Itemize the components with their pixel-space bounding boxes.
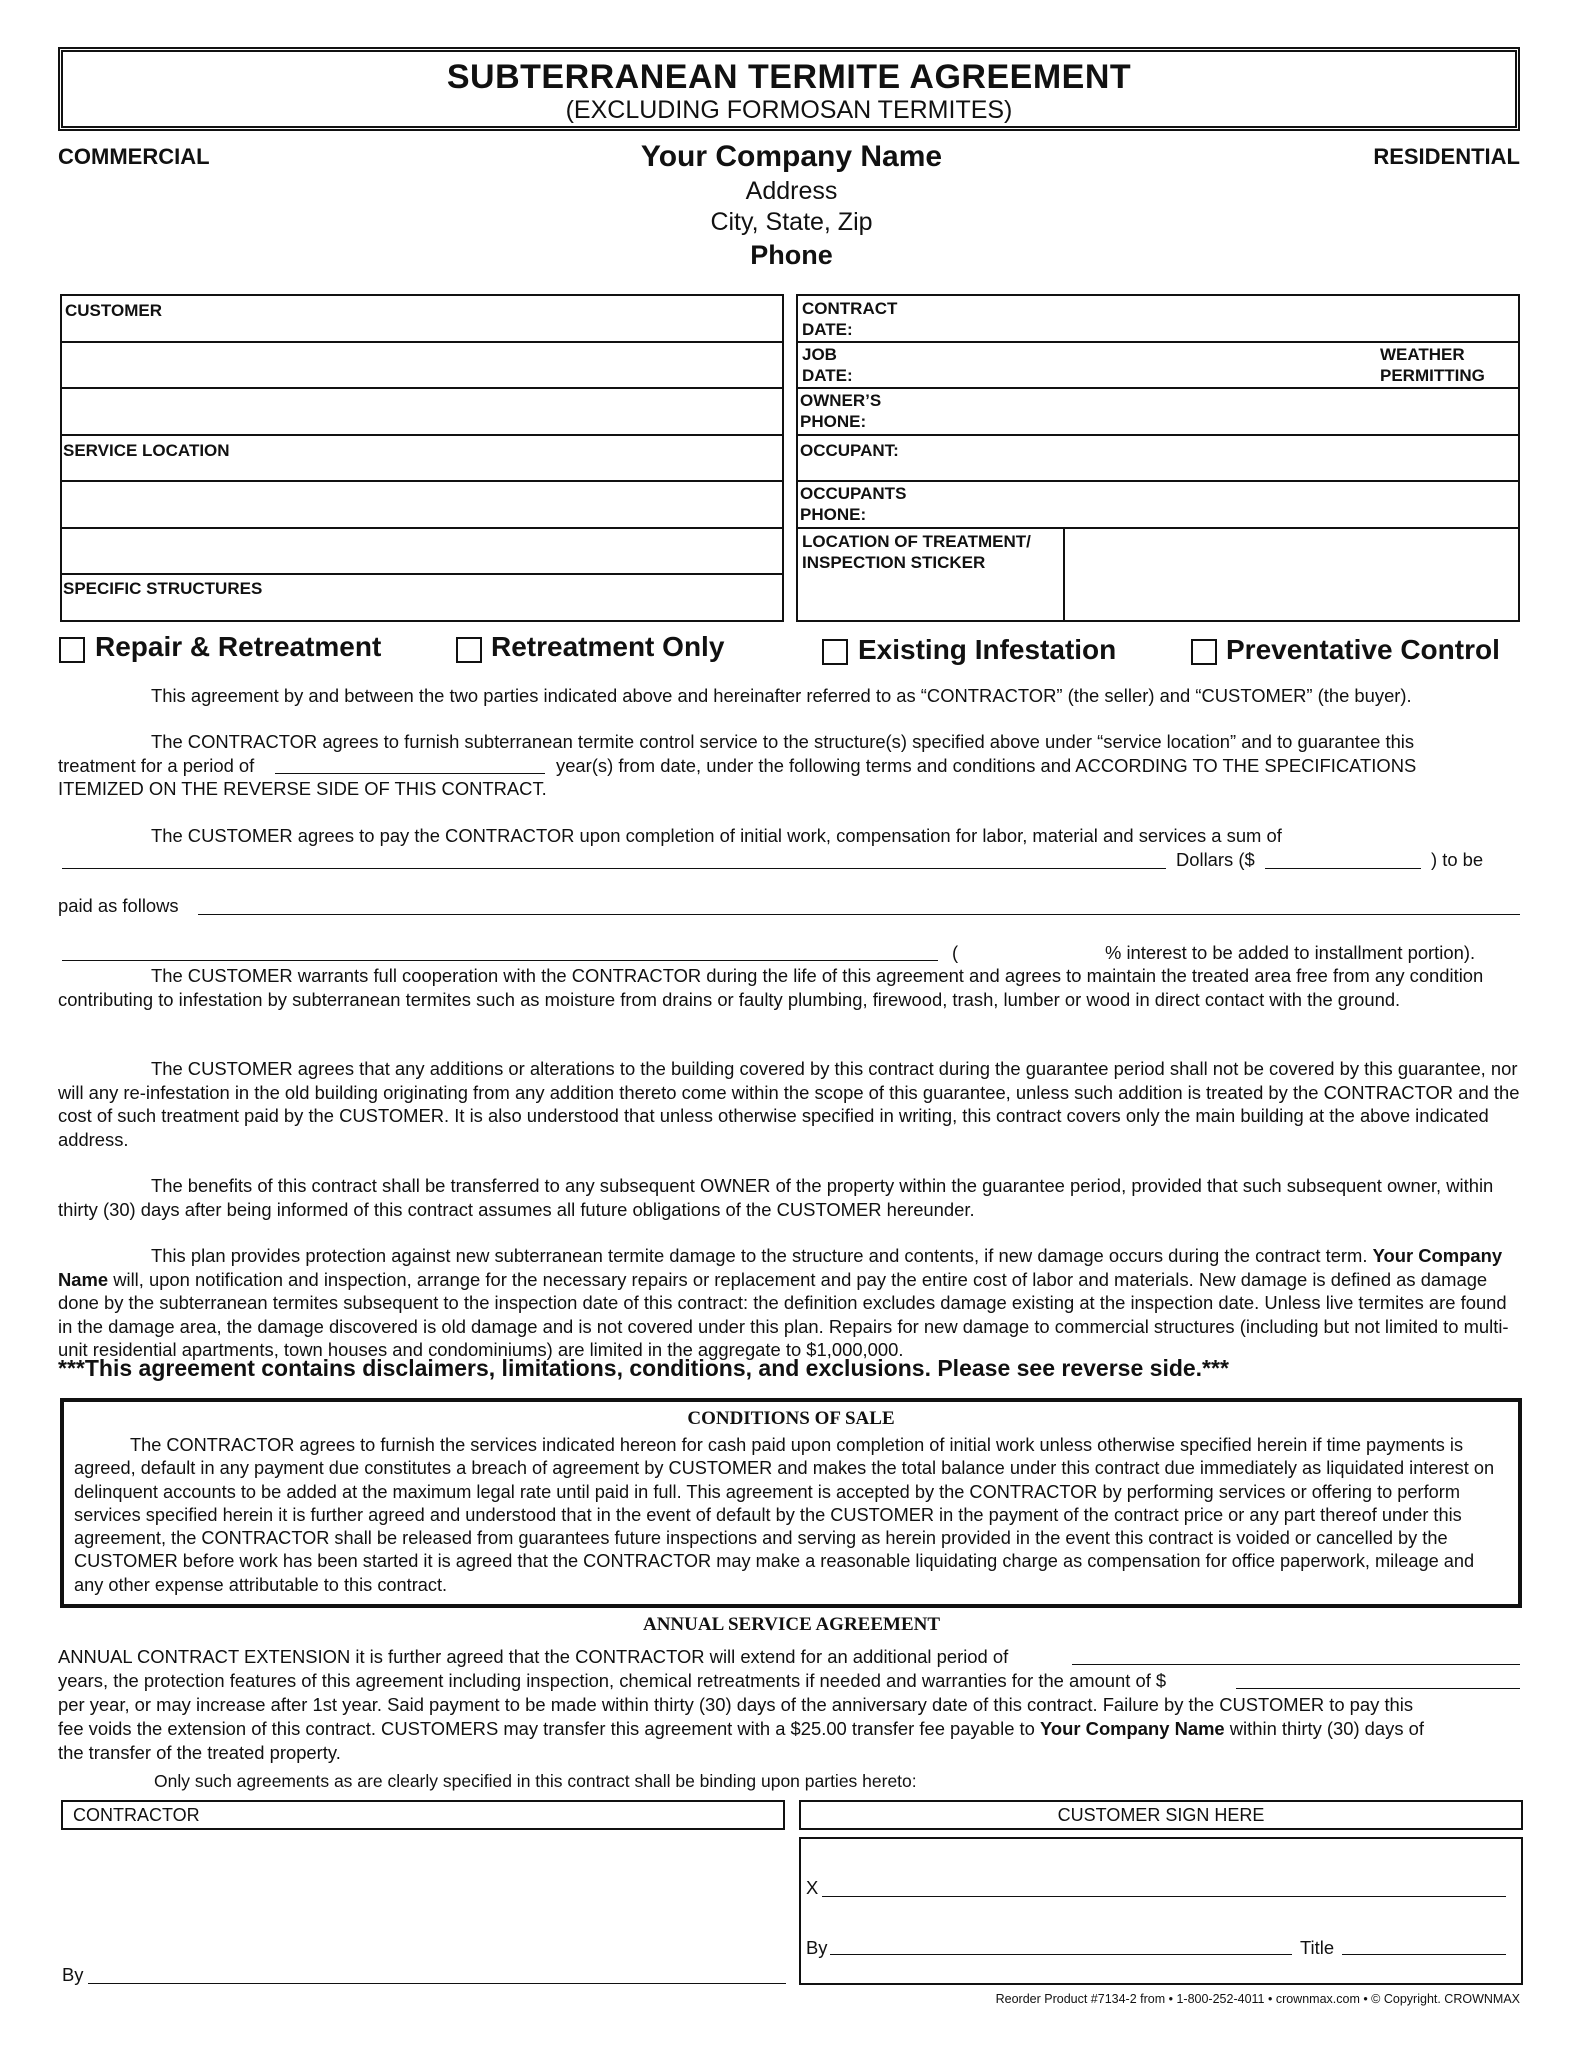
contractor-box — [61, 1800, 785, 1830]
company-address: Address — [745, 177, 838, 205]
document-title: SUBTERRANEAN TERMITE AGREEMENT — [446, 58, 1132, 96]
x-mark: X — [806, 1877, 819, 1898]
service-location-field[interactable] — [62, 482, 782, 525]
customer-sign-box — [799, 1800, 1523, 1830]
protection-paragraph: This plan provides protection against new subterranean termite damage to the structure and contents, if new damage occurs during the contract term. Your Company Name will, upon notification and inspection, arrange for the necessary repairs or replacement and pay the entire cost of labor and materials. New damage is defined as damage done by the subterranean termites subsequent to the inspection date of this contract: the definition excludes damage existing at the inspection date. Unless live termites are found in the damage area, the damage discovered is old damage and is not covered under this plan. Repairs for new damage to commercial structures (including but not limited to multi-unit residential apartments, town houses and condominiums) are limited in the aggregate to $1,000,000. — [58, 1245, 1509, 1360]
agreement-intro: This agreement by and between the two parties indicated above and hereinafter referred to as “CONTRACTOR” (the seller) and “CUSTOMER” (the buyer). — [151, 685, 1412, 706]
annual-line-3: per year, or may increase after 1st year. Said payment to be made within thirty (30) days of the anniversary date of this contract. Failure by the CUSTOMER to pay this — [58, 1694, 1414, 1715]
customer-by-label: By — [806, 1937, 828, 1958]
repair-retreatment-label: Repair & Retreatment — [95, 631, 382, 662]
customer-by-field[interactable] — [830, 1954, 1292, 1955]
guarantee-years-field[interactable] — [275, 773, 545, 774]
annual-line-2: years, the protection features of this agreement including inspection, chemical retreatments if needed and warranties for the amount of $ — [58, 1670, 1167, 1691]
guarantee-prefix: treatment for a period of — [58, 755, 255, 776]
customer-signature-field[interactable] — [822, 1896, 1506, 1897]
customer-signature-box — [799, 1837, 1523, 1985]
guarantee-line-3: ITEMIZED ON THE REVERSE SIDE OF THIS CONTRACT. — [58, 778, 547, 799]
owners-phone-label: OWNER’S PHONE: — [800, 391, 882, 431]
payment-terms-field[interactable] — [198, 914, 1520, 915]
contractor-signature-field[interactable] — [88, 1983, 786, 1984]
repair-retreatment-checkbox[interactable] — [59, 637, 85, 663]
annual-service-title: ANNUAL SERVICE AGREEMENT — [642, 1614, 941, 1635]
service-location-label: SERVICE LOCATION — [63, 441, 230, 460]
treatment-location-field[interactable] — [1066, 529, 1518, 620]
extension-amount-field[interactable] — [1236, 1688, 1520, 1689]
company-city: City, State, Zip — [710, 208, 873, 236]
weather-permitting-label: WEATHER PERMITTING — [1380, 345, 1485, 385]
contract-date-label: CONTRACT DATE: — [802, 299, 898, 339]
transfer-paragraph: The benefits of this contract shall be transferred to any subsequent OWNER of the property within the guarantee period, provided that such subsequent owner, within thirty (30) days after being informed of this contract assumes all future obligations of the CUSTOMER hereunder. — [58, 1175, 1494, 1220]
title-box — [58, 47, 1520, 131]
preventative-control-label: Preventative Control — [1226, 634, 1500, 665]
contractor-by-label: By — [62, 1964, 84, 1985]
guarantee-suffix: year(s) from date, under the following terms and conditions and ACCORDING TO THE SPECIFICATIONS — [556, 755, 1417, 776]
specific-structures-label: SPECIFIC STRUCTURES — [63, 579, 263, 598]
annual-line-1: ANNUAL CONTRACT EXTENSION it is further agreed that the CONTRACTOR will extend for an additional period of — [58, 1646, 1009, 1667]
guarantee-line-1: The CONTRACTOR agrees to furnish subterranean termite control service to the structure(s) specified above under “service location” and to guarantee this — [151, 731, 1415, 752]
additions-paragraph: The CUSTOMER agrees that any additions or alterations to the building covered by this contract during the guarantee period shall not be covered by this guarantee, nor will any re-infestation in the old building originating from any addition thereto come within the scope of this guarantee, unless such addition is treated by the CONTRACTOR and the cost of such treatment paid by the CUSTOMER. It is also understood that unless otherwise specified in writing, this contract covers only the main building at the above indicated address. — [58, 1058, 1520, 1150]
disclaimer-notice: ***This agreement contains disclaimers, limitations, conditions, and exclusions. Please see reverse side.*** — [58, 1355, 1229, 1381]
company-phone: Phone — [750, 240, 833, 270]
customer-title-field[interactable] — [1342, 1954, 1506, 1955]
company-name: Your Company Name — [640, 140, 943, 173]
interest-open-paren: ( — [952, 942, 959, 963]
amount-words-field[interactable] — [62, 868, 1166, 869]
amount-dollars-field[interactable] — [1265, 868, 1421, 869]
conditions-title: CONDITIONS OF SALE — [687, 1408, 895, 1429]
retreatment-only-checkbox[interactable] — [456, 637, 482, 663]
contractor-label: CONTRACTOR — [73, 1805, 200, 1825]
job-date-label: JOB DATE: — [802, 345, 853, 385]
payment-terms-field-2[interactable] — [62, 960, 938, 961]
occupant-label: OCCUPANT: — [800, 441, 899, 460]
dollars-label: Dollars ($ — [1176, 849, 1255, 870]
annual-line-4: fee voids the extension of this contract. CUSTOMERS may transfer this agreement with a $25.00 transfer fee payable to Your Company Name within thirty (30) days of — [58, 1718, 1424, 1739]
cooperation-paragraph: The CUSTOMER warrants full cooperation with the CONTRACTOR during the life of this agreement and agrees to maintain the treated area free from any condition contributing to infestation by subterranean termites such as moisture from drains or faulty plumbing, firewood, trash, lumber or wood in direct contact with the ground. — [58, 965, 1484, 1010]
commercial-label: COMMERCIAL — [58, 144, 210, 169]
treatment-location-label: LOCATION OF TREATMENT/ INSPECTION STICKER — [802, 532, 1031, 572]
binding-statement: Only such agreements as are clearly specified in this contract shall be binding upon parties hereto: — [154, 1771, 917, 1791]
extension-period-field[interactable] — [1072, 1664, 1520, 1665]
customer-field-2[interactable] — [62, 389, 782, 432]
existing-infestation-checkbox[interactable] — [822, 639, 848, 665]
to-be-label: ) to be — [1431, 849, 1484, 870]
preventative-control-checkbox[interactable] — [1191, 639, 1217, 665]
customer-sign-label: CUSTOMER SIGN HERE — [1057, 1805, 1265, 1825]
payment-line-1: The CUSTOMER agrees to pay the CONTRACTOR upon completion of initial work, compensation for labor, material and services a sum of — [151, 825, 1282, 846]
existing-infestation-label: Existing Infestation — [858, 634, 1117, 665]
customer-label: CUSTOMER — [65, 301, 162, 320]
document-subtitle: (EXCLUDING FORMOSAN TERMITES) — [565, 96, 1013, 124]
title-label: Title — [1300, 1937, 1335, 1958]
conditions-text: The CONTRACTOR agrees to furnish the services indicated hereon for cash paid upon completion of initial work unless otherwise specified herein if time payments is agreed, default in any payment due constitutes a breach of agreement by CUSTOMER and makes the total balance under this contract due immediately as liquidated interest on delinquent accounts to be added at the maximum legal rate until paid in full. This agreement is accepted by the CONTRACTOR by performing services or offering to perform services specified herein it is further agreed and understood that in the event of default by the CUSTOMER in the payment of the contract price or any part thereof under this agreement, the CONTRACTOR shall be released from guarantees future inspections and serving as herein provided in the event this contract is voided or cancelled by the CUSTOMER before work has been started it is agreed that the CONTRACTOR may make a reasonable liquidating charge as compensation for office paperwork, mileage and any other expense attributable to this contract. — [74, 1435, 1495, 1595]
residential-label: RESIDENTIAL — [1373, 144, 1520, 169]
conditions-of-sale-box — [60, 1398, 1522, 1608]
retreatment-only-label: Retreatment Only — [491, 631, 725, 662]
paid-as-follows-label: paid as follows — [58, 895, 179, 916]
service-location-field-2[interactable] — [62, 529, 782, 571]
company-name-inline: Your Company Name — [58, 1245, 1503, 1290]
annual-line-5: the transfer of the treated property. — [58, 1742, 341, 1763]
footer-reorder: Reorder Product #7134-2 from • 1-800-252-4011 • crownmax.com • © Copyright. CROWNMAX — [995, 1992, 1520, 2006]
occupants-phone-label: OCCUPANTS PHONE: — [800, 484, 907, 524]
customer-field[interactable] — [62, 343, 782, 385]
interest-label: % interest to be added to installment portion). — [1105, 942, 1476, 963]
